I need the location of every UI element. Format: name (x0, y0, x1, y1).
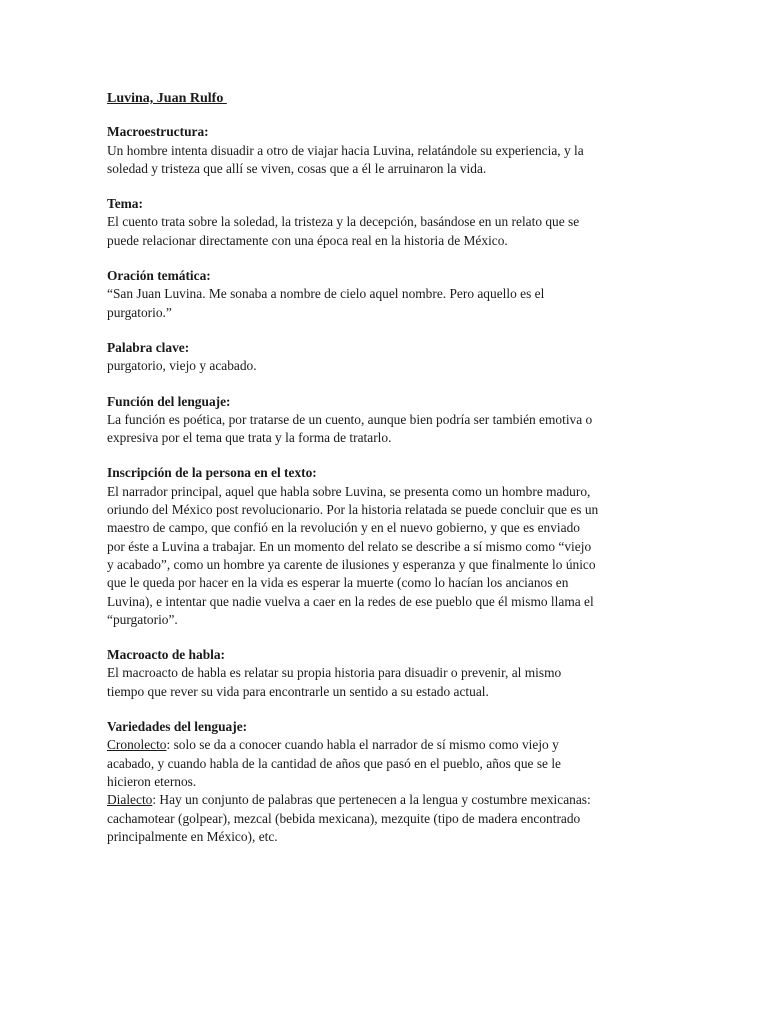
section-heading: Palabra clave: (107, 339, 190, 355)
section (107, 646, 667, 701)
section-line: puede relacionar directamente con una época real en la historia de México. (107, 232, 508, 248)
section-line: tiempo que rever su vida para encontrarle un sentido a su estado actual. (107, 683, 489, 699)
section (107, 267, 667, 322)
section-heading: Inscripción de la persona en el texto: (107, 465, 317, 481)
section-line: “San Juan Luvina. Me sonaba a nombre de cielo aquel nombre. Pero aquello es el (107, 286, 545, 302)
section-line: maestro de campo, que confió en la revolución y en el nuevo gobierno, y que es enviado (107, 520, 580, 536)
dialecto-term: Dialecto (107, 792, 153, 808)
section-heading: Función del lenguaje: (107, 393, 231, 409)
section-heading: Variedades del lenguaje: (107, 719, 248, 735)
section-line: Un hombre intenta disuadir a otro de viajar hacia Luvina, relatándole su experiencia, y la (107, 142, 584, 158)
section-line: y acabado”, como un hombre ya carente de ilusiones y esperanza y que finalmente lo único (107, 556, 596, 572)
section-line: por éste a Luvina a trabajar. En un momento del relato se describe a sí mismo como “viejo (107, 538, 592, 554)
document-sections (107, 123, 667, 701)
section-line: La función es poética, por tratarse de un cuento, aunque bien podría ser también emotiva o (107, 411, 593, 427)
cronolecto-line-3: hicieron eternos. (107, 773, 197, 789)
section-heading: Macroacto de habla: (107, 647, 226, 663)
dialecto-line-3: principalmente en México), etc. (107, 828, 278, 844)
section-line: expresiva por el tema que trata y la forma de tratarlo. (107, 430, 392, 446)
dialecto-line (107, 791, 667, 809)
section-heading: Oración temática: (107, 268, 211, 284)
section (107, 339, 667, 376)
section (107, 195, 667, 250)
cronolecto-term: Cronolecto (107, 737, 167, 753)
section-line: purgatorio.” (107, 304, 172, 320)
section-variedades (107, 718, 667, 846)
section-line: El narrador principal, aquel que habla sobre Luvina, se presenta como un hombre maduro, (107, 483, 591, 499)
cronolecto-line (107, 736, 667, 754)
dialecto-text: : Hay un conjunto de palabras que pertenecen a la lengua y costumbre mexicanas: (152, 792, 591, 808)
document-title: Luvina, Juan Rulfo (107, 91, 227, 106)
section-line: soledad y tristeza que allí se viven, cosas que a él le arruinaron la vida. (107, 160, 487, 176)
section (107, 393, 667, 448)
section-line: “purgatorio”. (107, 611, 178, 627)
section-heading: Tema: (107, 196, 143, 212)
document-page (107, 90, 667, 863)
dialecto-line-2: cachamotear (golpear), mezcal (bebida mexicana), mezquite (tipo de madera encontrado (107, 810, 581, 826)
section-line: oriundo del México post revolucionario. Por la historia relatada se puede concluir que es un (107, 502, 599, 518)
section-line: El macroacto de habla es relatar su propia historia para disuadir o prevenir, al mismo (107, 665, 562, 681)
cronolecto-text: : solo se da a conocer cuando habla el narrador de sí mismo como viejo y (166, 737, 559, 753)
section (107, 123, 667, 178)
section-line: El cuento trata sobre la soledad, la tristeza y la decepción, basándose en un relato que se (107, 214, 580, 230)
cronolecto-line-2: acabado, y cuando habla de la cantidad de años que pasó en el pueblo, años que se le (107, 755, 561, 771)
section-line: purgatorio, viejo y acabado. (107, 358, 257, 374)
section-line: Luvina), e intentar que nadie vuelva a caer en la redes de ese pueblo que él mismo llama el (107, 593, 594, 609)
section-line: que le queda por hacer en la vida es esperar la muerte (como lo hacían los ancianos en (107, 575, 569, 591)
section (107, 464, 667, 629)
section-heading: Macroestructura: (107, 124, 209, 140)
